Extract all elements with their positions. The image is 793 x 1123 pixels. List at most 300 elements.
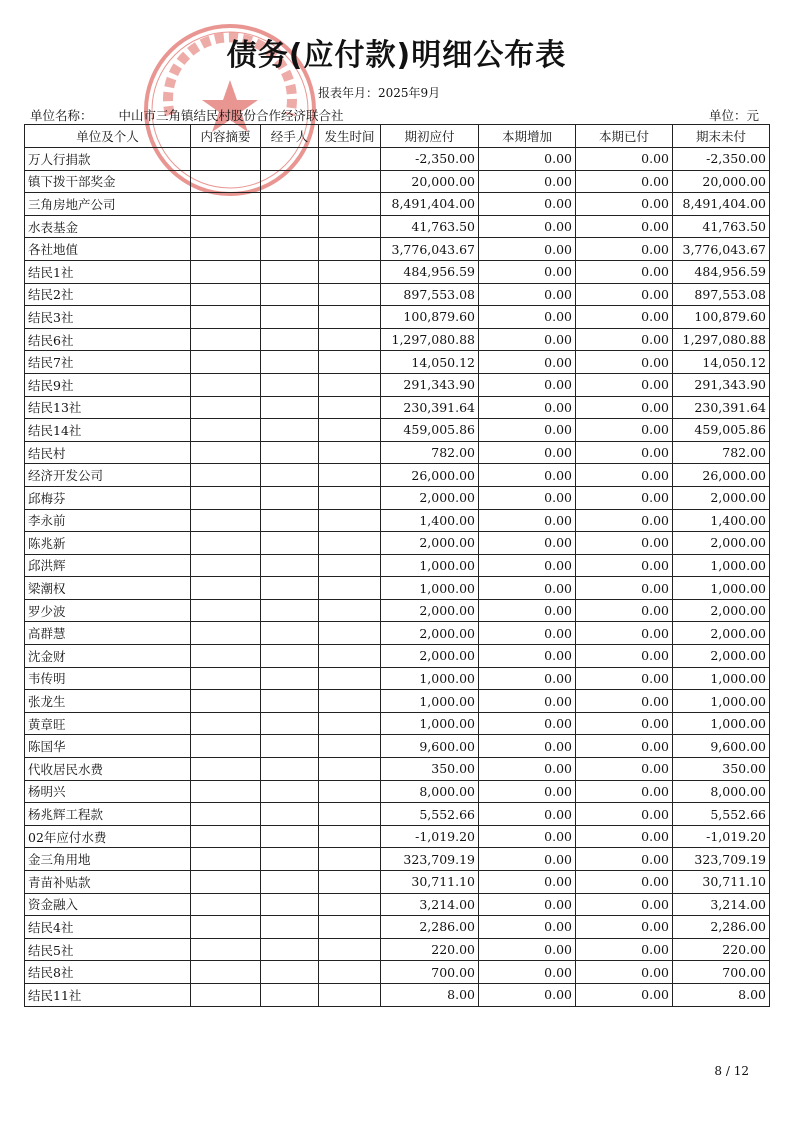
cell-increase: 0.00: [479, 735, 576, 758]
table-row: [25, 961, 770, 984]
cell-date: [319, 283, 381, 306]
cell-handler: [261, 396, 319, 419]
page-title: 债务(应付款)明细公布表: [226, 38, 567, 73]
cell-closing: 220.00: [673, 938, 770, 961]
table-row: [25, 532, 770, 555]
cell-increase: 0.00: [479, 419, 576, 442]
cell-opening: 1,000.00: [381, 577, 479, 600]
cell-increase: 0.00: [479, 170, 576, 193]
cell-date: [319, 486, 381, 509]
cell-closing: 30,711.10: [673, 871, 770, 894]
cell-handler: [261, 780, 319, 803]
cell-party: 韦传明: [25, 667, 191, 690]
cell-closing: 20,000.00: [673, 170, 770, 193]
table-row: [25, 803, 770, 826]
cell-opening: 220.00: [381, 938, 479, 961]
cell-paid: 0.00: [576, 170, 673, 193]
cell-closing: 8,491,404.00: [673, 193, 770, 216]
cell-closing: 3,776,043.67: [673, 238, 770, 261]
cell-party: 结民7社: [25, 351, 191, 374]
cell-closing: 484,956.59: [673, 260, 770, 283]
cell-summary: [191, 916, 261, 939]
cell-closing: 100,879.60: [673, 306, 770, 329]
cell-paid: 0.00: [576, 148, 673, 171]
cell-summary: [191, 464, 261, 487]
table-row: [25, 328, 770, 351]
cell-paid: 0.00: [576, 758, 673, 781]
table-row: [25, 916, 770, 939]
cell-opening: 230,391.64: [381, 396, 479, 419]
cell-closing: 459,005.86: [673, 419, 770, 442]
cell-opening: 700.00: [381, 961, 479, 984]
cell-increase: 0.00: [479, 803, 576, 826]
cell-party: 青苗补贴款: [25, 871, 191, 894]
cell-closing: 1,000.00: [673, 577, 770, 600]
cell-date: [319, 260, 381, 283]
cell-date: [319, 396, 381, 419]
cell-date: [319, 893, 381, 916]
cell-increase: 0.00: [479, 486, 576, 509]
cell-summary: [191, 532, 261, 555]
cell-party: 代收居民水费: [25, 758, 191, 781]
table-row: [25, 735, 770, 758]
table-row: [25, 464, 770, 487]
header-paid: 本期已付: [576, 125, 673, 148]
cell-closing: -1,019.20: [673, 825, 770, 848]
cell-summary: [191, 193, 261, 216]
cell-paid: 0.00: [576, 848, 673, 871]
cell-paid: 0.00: [576, 622, 673, 645]
cell-increase: 0.00: [479, 622, 576, 645]
cell-opening: 8.00: [381, 983, 479, 1006]
cell-opening: 9,600.00: [381, 735, 479, 758]
cell-opening: 41,763.50: [381, 215, 479, 238]
cell-party: 结民9社: [25, 373, 191, 396]
cell-party: 陈国华: [25, 735, 191, 758]
cell-opening: 291,343.90: [381, 373, 479, 396]
table-row: [25, 215, 770, 238]
cell-handler: [261, 803, 319, 826]
cell-date: [319, 577, 381, 600]
cell-paid: 0.00: [576, 961, 673, 984]
cell-summary: [191, 871, 261, 894]
cell-paid: 0.00: [576, 260, 673, 283]
cell-summary: [191, 758, 261, 781]
cell-increase: 0.00: [479, 690, 576, 713]
cell-summary: [191, 938, 261, 961]
cell-paid: 0.00: [576, 645, 673, 668]
table-row: [25, 238, 770, 261]
cell-closing: 350.00: [673, 758, 770, 781]
cell-party: 梁潮权: [25, 577, 191, 600]
cell-closing: 897,553.08: [673, 283, 770, 306]
cell-closing: 1,000.00: [673, 690, 770, 713]
cell-date: [319, 328, 381, 351]
cell-paid: 0.00: [576, 419, 673, 442]
cell-opening: 323,709.19: [381, 848, 479, 871]
table-row: [25, 825, 770, 848]
cell-party: 结民4社: [25, 916, 191, 939]
cell-summary: [191, 599, 261, 622]
cell-closing: 2,000.00: [673, 532, 770, 555]
cell-opening: 8,000.00: [381, 780, 479, 803]
cell-paid: 0.00: [576, 215, 673, 238]
cell-summary: [191, 577, 261, 600]
table-row: [25, 351, 770, 374]
cell-handler: [261, 599, 319, 622]
cell-paid: 0.00: [576, 396, 673, 419]
cell-closing: 9,600.00: [673, 735, 770, 758]
cell-closing: 3,214.00: [673, 893, 770, 916]
cell-date: [319, 170, 381, 193]
cell-increase: 0.00: [479, 260, 576, 283]
table-row: [25, 712, 770, 735]
unit-name-line: [30, 106, 344, 124]
cell-increase: 0.00: [479, 396, 576, 419]
cell-party: 资金融入: [25, 893, 191, 916]
cell-summary: [191, 825, 261, 848]
cell-increase: 0.00: [479, 712, 576, 735]
header-handler: 经手人: [261, 125, 319, 148]
cell-closing: 8.00: [673, 983, 770, 1006]
cell-paid: 0.00: [576, 735, 673, 758]
cell-opening: 484,956.59: [381, 260, 479, 283]
cell-paid: 0.00: [576, 712, 673, 735]
cell-summary: [191, 690, 261, 713]
cell-opening: 2,000.00: [381, 599, 479, 622]
table-row: [25, 373, 770, 396]
unit-name-value: 中山市三角镇结民村股份合作经济联合社: [118, 108, 344, 123]
cell-date: [319, 215, 381, 238]
cell-handler: [261, 554, 319, 577]
cell-date: [319, 373, 381, 396]
table-row: [25, 893, 770, 916]
report-period: 报表年月：2025年9月: [318, 86, 441, 100]
cell-paid: 0.00: [576, 509, 673, 532]
cell-summary: [191, 215, 261, 238]
table-row: [25, 509, 770, 532]
cell-handler: [261, 306, 319, 329]
table-row: [25, 983, 770, 1006]
cell-summary: [191, 780, 261, 803]
cell-date: [319, 464, 381, 487]
cell-date: [319, 599, 381, 622]
cell-party: 张龙生: [25, 690, 191, 713]
cell-party: 罗少波: [25, 599, 191, 622]
cell-party: 结民6社: [25, 328, 191, 351]
cell-paid: 0.00: [576, 306, 673, 329]
cell-increase: 0.00: [479, 758, 576, 781]
cell-paid: 0.00: [576, 690, 673, 713]
cell-party: 结民5社: [25, 938, 191, 961]
cell-party: 结民1社: [25, 260, 191, 283]
cell-party: 邱洪辉: [25, 554, 191, 577]
cell-date: [319, 148, 381, 171]
cell-party: 沈金财: [25, 645, 191, 668]
table-header-row: [25, 125, 770, 148]
cell-closing: 782.00: [673, 441, 770, 464]
table-row: [25, 622, 770, 645]
table-row: [25, 486, 770, 509]
cell-increase: 0.00: [479, 238, 576, 261]
table-row: [25, 306, 770, 329]
cell-summary: [191, 667, 261, 690]
cell-paid: 0.00: [576, 599, 673, 622]
table-row: [25, 441, 770, 464]
cell-handler: [261, 645, 319, 668]
cell-opening: 1,400.00: [381, 509, 479, 532]
cell-increase: 0.00: [479, 328, 576, 351]
table-row: [25, 599, 770, 622]
cell-party: 李永前: [25, 509, 191, 532]
cell-handler: [261, 532, 319, 555]
cell-opening: 2,000.00: [381, 645, 479, 668]
cell-increase: 0.00: [479, 577, 576, 600]
cell-summary: [191, 848, 261, 871]
cell-party: 结民8社: [25, 961, 191, 984]
cell-closing: 26,000.00: [673, 464, 770, 487]
cell-handler: [261, 577, 319, 600]
cell-party: 结民村: [25, 441, 191, 464]
cell-closing: -2,350.00: [673, 148, 770, 171]
cell-paid: 0.00: [576, 351, 673, 374]
cell-paid: 0.00: [576, 667, 673, 690]
cell-handler: [261, 419, 319, 442]
cell-date: [319, 441, 381, 464]
cell-handler: [261, 464, 319, 487]
table-row: [25, 645, 770, 668]
cell-date: [319, 622, 381, 645]
cell-summary: [191, 419, 261, 442]
header-closing: 期末未付: [673, 125, 770, 148]
cell-paid: 0.00: [576, 983, 673, 1006]
cell-date: [319, 509, 381, 532]
cell-summary: [191, 486, 261, 509]
table-row: [25, 283, 770, 306]
cell-date: [319, 825, 381, 848]
cell-date: [319, 938, 381, 961]
table-body: [25, 148, 770, 1007]
cell-handler: [261, 961, 319, 984]
cell-handler: [261, 758, 319, 781]
cell-closing: 1,400.00: [673, 509, 770, 532]
page-number: 8 / 12: [714, 1064, 749, 1078]
cell-party: 镇下拨干部奖金: [25, 170, 191, 193]
cell-summary: [191, 961, 261, 984]
cell-closing: 2,000.00: [673, 645, 770, 668]
header-opening: 期初应付: [381, 125, 479, 148]
cell-paid: 0.00: [576, 238, 673, 261]
cell-date: [319, 848, 381, 871]
cell-opening: 897,553.08: [381, 283, 479, 306]
cell-closing: 2,000.00: [673, 486, 770, 509]
cell-summary: [191, 238, 261, 261]
cell-paid: 0.00: [576, 916, 673, 939]
cell-handler: [261, 238, 319, 261]
table-row: [25, 758, 770, 781]
cell-opening: 2,000.00: [381, 532, 479, 555]
cell-increase: 0.00: [479, 532, 576, 555]
cell-summary: [191, 509, 261, 532]
cell-handler: [261, 441, 319, 464]
cell-date: [319, 667, 381, 690]
table-row: [25, 260, 770, 283]
cell-date: [319, 645, 381, 668]
cell-opening: 30,711.10: [381, 871, 479, 894]
cell-opening: 1,000.00: [381, 667, 479, 690]
cell-handler: [261, 260, 319, 283]
cell-opening: 100,879.60: [381, 306, 479, 329]
cell-party: 陈兆新: [25, 532, 191, 555]
cell-opening: -2,350.00: [381, 148, 479, 171]
cell-handler: [261, 170, 319, 193]
cell-paid: 0.00: [576, 803, 673, 826]
table-row: [25, 667, 770, 690]
cell-handler: [261, 848, 319, 871]
currency-unit: 单位：元: [708, 108, 759, 123]
cell-paid: 0.00: [576, 193, 673, 216]
cell-increase: 0.00: [479, 373, 576, 396]
cell-increase: 0.00: [479, 825, 576, 848]
cell-closing: 14,050.12: [673, 351, 770, 374]
cell-handler: [261, 351, 319, 374]
cell-closing: 8,000.00: [673, 780, 770, 803]
cell-party: 黄章旺: [25, 712, 191, 735]
cell-opening: -1,019.20: [381, 825, 479, 848]
cell-opening: 20,000.00: [381, 170, 479, 193]
cell-paid: 0.00: [576, 938, 673, 961]
cell-summary: [191, 983, 261, 1006]
cell-opening: 14,050.12: [381, 351, 479, 374]
cell-handler: [261, 983, 319, 1006]
cell-closing: 1,000.00: [673, 667, 770, 690]
table-row: [25, 938, 770, 961]
cell-paid: 0.00: [576, 373, 673, 396]
table-row: [25, 871, 770, 894]
table-row: [25, 419, 770, 442]
cell-increase: 0.00: [479, 148, 576, 171]
cell-summary: [191, 328, 261, 351]
cell-increase: 0.00: [479, 215, 576, 238]
cell-party: 水表基金: [25, 215, 191, 238]
cell-summary: [191, 622, 261, 645]
cell-handler: [261, 215, 319, 238]
cell-closing: 2,000.00: [673, 599, 770, 622]
unit-name-label: 单位名称：: [30, 108, 93, 123]
cell-party: 三角房地产公司: [25, 193, 191, 216]
cell-increase: 0.00: [479, 645, 576, 668]
cell-opening: 26,000.00: [381, 464, 479, 487]
cell-increase: 0.00: [479, 848, 576, 871]
table-row: [25, 193, 770, 216]
cell-paid: 0.00: [576, 554, 673, 577]
cell-paid: 0.00: [576, 825, 673, 848]
cell-party: 结民14社: [25, 419, 191, 442]
cell-handler: [261, 712, 319, 735]
cell-closing: 5,552.66: [673, 803, 770, 826]
cell-party: 杨明兴: [25, 780, 191, 803]
cell-handler: [261, 193, 319, 216]
cell-date: [319, 758, 381, 781]
cell-handler: [261, 283, 319, 306]
cell-paid: 0.00: [576, 283, 673, 306]
header-date: 发生时间: [319, 125, 381, 148]
cell-summary: [191, 712, 261, 735]
cell-handler: [261, 916, 319, 939]
cell-date: [319, 871, 381, 894]
cell-increase: 0.00: [479, 464, 576, 487]
cell-opening: 2,000.00: [381, 486, 479, 509]
cell-paid: 0.00: [576, 328, 673, 351]
cell-handler: [261, 667, 319, 690]
table-row: [25, 848, 770, 871]
cell-opening: 8,491,404.00: [381, 193, 479, 216]
cell-closing: 41,763.50: [673, 215, 770, 238]
cell-party: 高群慧: [25, 622, 191, 645]
cell-handler: [261, 825, 319, 848]
cell-date: [319, 690, 381, 713]
cell-opening: 2,000.00: [381, 622, 479, 645]
cell-summary: [191, 803, 261, 826]
table-row: [25, 170, 770, 193]
cell-paid: 0.00: [576, 464, 673, 487]
cell-summary: [191, 554, 261, 577]
cell-closing: 2,286.00: [673, 916, 770, 939]
cell-handler: [261, 938, 319, 961]
cell-increase: 0.00: [479, 351, 576, 374]
cell-party: 邱梅芬: [25, 486, 191, 509]
cell-date: [319, 983, 381, 1006]
cell-summary: [191, 396, 261, 419]
cell-summary: [191, 283, 261, 306]
cell-closing: 700.00: [673, 961, 770, 984]
cell-increase: 0.00: [479, 916, 576, 939]
cell-closing: 230,391.64: [673, 396, 770, 419]
cell-opening: 1,297,080.88: [381, 328, 479, 351]
cell-party: 结民11社: [25, 983, 191, 1006]
cell-increase: 0.00: [479, 961, 576, 984]
cell-increase: 0.00: [479, 983, 576, 1006]
cell-opening: 350.00: [381, 758, 479, 781]
cell-increase: 0.00: [479, 441, 576, 464]
cell-handler: [261, 148, 319, 171]
cell-opening: 459,005.86: [381, 419, 479, 442]
cell-date: [319, 238, 381, 261]
cell-date: [319, 780, 381, 803]
cell-opening: 1,000.00: [381, 690, 479, 713]
cell-party: 杨兆辉工程款: [25, 803, 191, 826]
cell-closing: 1,000.00: [673, 712, 770, 735]
cell-opening: 3,776,043.67: [381, 238, 479, 261]
cell-opening: 1,000.00: [381, 712, 479, 735]
table-row: [25, 396, 770, 419]
cell-handler: [261, 622, 319, 645]
cell-opening: 2,286.00: [381, 916, 479, 939]
cell-handler: [261, 486, 319, 509]
header-summary: 内容摘要: [191, 125, 261, 148]
table-row: [25, 148, 770, 171]
table-row: [25, 577, 770, 600]
cell-handler: [261, 893, 319, 916]
header-party: 单位及个人: [25, 125, 191, 148]
cell-summary: [191, 441, 261, 464]
cell-closing: 2,000.00: [673, 622, 770, 645]
cell-party: 结民13社: [25, 396, 191, 419]
table-row: [25, 554, 770, 577]
cell-increase: 0.00: [479, 283, 576, 306]
cell-summary: [191, 645, 261, 668]
cell-handler: [261, 509, 319, 532]
